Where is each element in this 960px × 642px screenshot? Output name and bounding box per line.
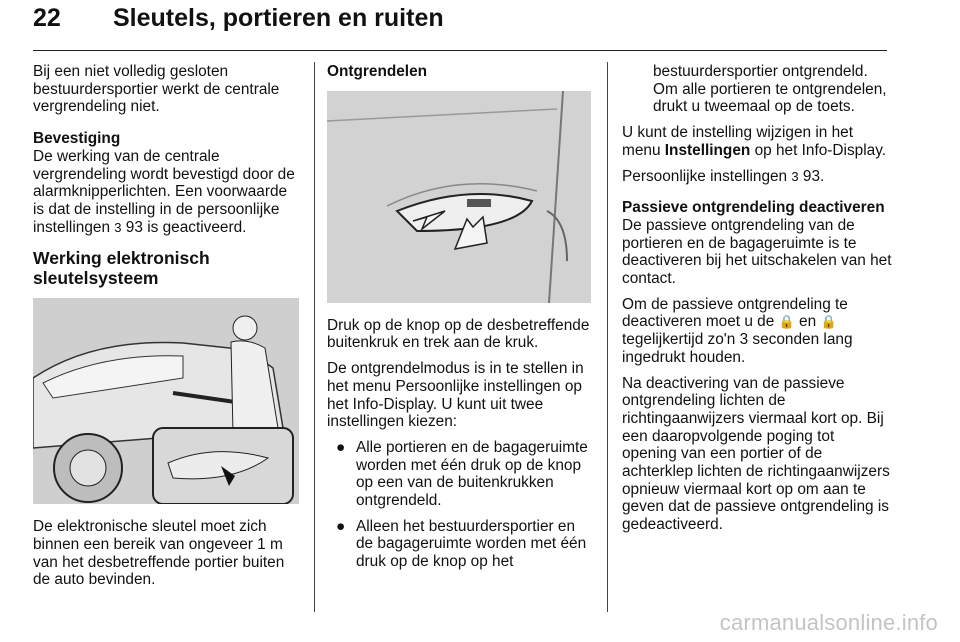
- watermark: carmanualsonline.info: [719, 610, 938, 635]
- paragraph: De passieve ontgrendeling van de portieren en de bagageruimte is te deactiveren bij het uitschakelen van het contact.: [622, 216, 892, 288]
- lock-icon: 🔒: [820, 314, 837, 330]
- paragraph: Om de passieve ontgrendeling te deactiveren moet u de 🔒 en 🔒 tegelijkertijd zo'n 3 seconden lang ingedrukt houden.: [622, 295, 853, 366]
- column-divider: [607, 62, 608, 612]
- lock-icon: 🔒: [778, 314, 795, 330]
- paragraph: U kunt de instelling wijzigen in het menu Instellingen op het Info-Display.: [622, 124, 887, 159]
- paragraph: Persoonlijke instellingen 3 93.: [622, 167, 825, 185]
- list-item: ● Alle portieren en de bagageruimte worden met één druk op de knop op een van de buitenkrukken ontgrendeld.: [336, 438, 588, 510]
- paragraph-continued: bestuurdersportier ontgrendeld. Om alle portieren te ontgrendelen, drukt u tweemaal op de toets.: [653, 63, 887, 116]
- page-header: [33, 0, 887, 51]
- paragraph: De werking van de centrale vergrendeling wordt bevestigd door de alarmknipperlichten. Een voorwaarde is dat de instelling in de persoonlijke instellingen 3 93 is geactiveerd.: [33, 147, 295, 236]
- car-keyless-entry-illustration: [33, 298, 299, 504]
- column-3: [622, 63, 892, 542]
- menu-name: Instellingen: [664, 141, 751, 159]
- bullet-icon: ●: [336, 517, 346, 535]
- page-title: Sleutels, portieren en ruiten: [113, 4, 444, 32]
- paragraph: De ontgrendelmodus is in te stellen in het menu Persoonlijke instellingen op het Info-Display. U kunt uit twee instellingen kiezen:: [327, 360, 584, 431]
- subheading-passieve: Passieve ontgrendeling deactiveren: [622, 199, 885, 217]
- list-item: ● Alleen het bestuurdersportier en de bagageruimte worden met één druk op de knop op het: [336, 517, 587, 571]
- paragraph: De elektronische sleutel moet zich binnen een bereik van ongeveer 1 m van het desbetreffende portier buiten de auto bevinden.: [33, 518, 285, 589]
- page-number: 22: [33, 4, 61, 32]
- section-heading: Werking elektronisch sleutelsysteem: [33, 248, 210, 289]
- column-1: [33, 63, 301, 597]
- paragraph: Na deactivering van de passieve ontgrendeling lichten de richtingaanwijzers viermaal kort op. Bij een daaropvolgende poging tot opening van een portier of de achterklep lichten de richtingaanwijzers opnieuw viermaal kort op om aan te geven dat de passieve ontgrendeling is gedeactiveerd.: [622, 374, 890, 534]
- column-divider: [314, 62, 315, 612]
- paragraph: Druk op de knop op de desbetreffende buitenkruk en trek aan de kruk.: [327, 316, 590, 352]
- door-handle-illustration: [327, 91, 591, 303]
- paragraph: Bij een niet volledig gesloten bestuurdersportier werkt de centrale vergrendeling niet.: [33, 63, 280, 116]
- bullet-icon: ●: [336, 438, 346, 456]
- page-reference-icon: 3: [791, 168, 799, 184]
- subheading-bevestiging: Bevestiging: [33, 130, 121, 148]
- page-reference-icon: 3: [114, 219, 122, 235]
- subheading-ontgrendelen: Ontgrendelen: [327, 63, 428, 80]
- column-2: [327, 63, 595, 579]
